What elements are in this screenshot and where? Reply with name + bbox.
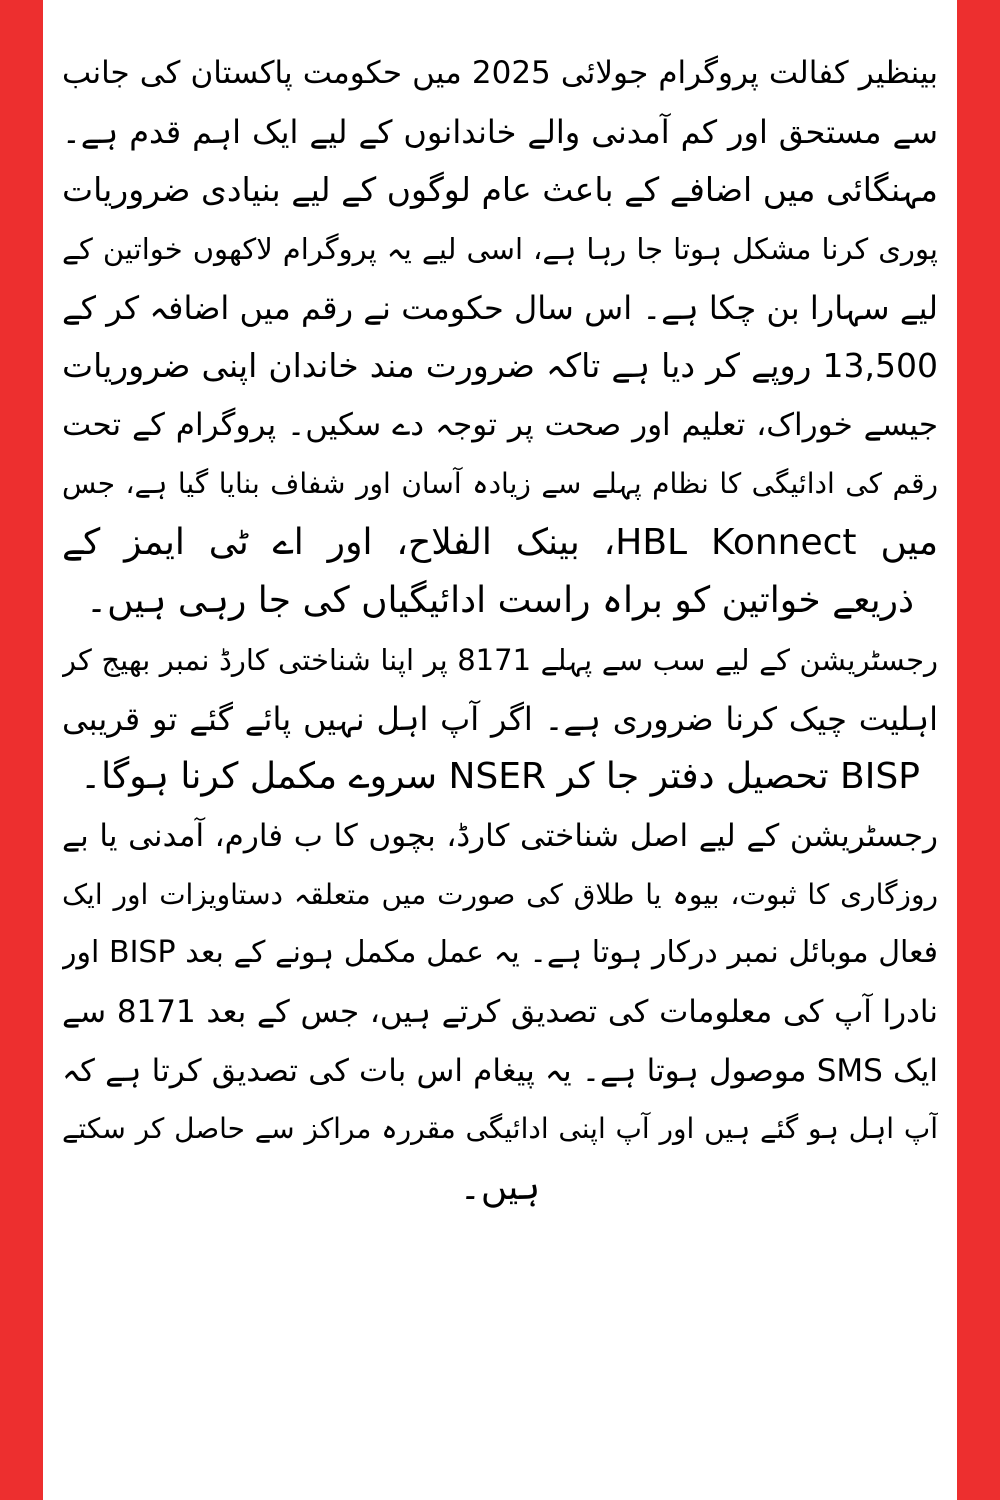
article-line: ہیں۔ <box>459 1167 541 1209</box>
left-red-border <box>0 0 43 1500</box>
article-line: جیسے خوراک، تعلیم اور صحت پر توجہ دے سکیں۔ پروگرام کے تحت <box>62 407 938 444</box>
article-line: BISP تحصیل دفتر جا کر NSER سروے مکمل کرنا ہوگا۔ <box>80 756 920 798</box>
article-line: نادرا آپ کی معلومات کی تصدیق کرتے ہیں، جس کے بعد 8171 سے <box>62 994 938 1030</box>
article-line: میں HBL Konnect، بینک الفلاح، اور اے ٹی ایمز کے <box>62 521 938 563</box>
article-line: ذریعے خواتین کو براہ راست ادائیگیاں کی جا رہی ہیں۔ <box>85 580 915 622</box>
article-line: آپ اہل ہو گئے ہیں اور آپ اپنی ادائیگی مقررہ مراکز سے حاصل کر سکتے <box>62 1112 938 1146</box>
article-line: روزگاری کا ثبوت، بیوہ یا طلاق کی صورت میں متعلقہ دستاویزات اور ایک <box>62 877 938 911</box>
article-body <box>62 44 938 1218</box>
article-line: فعال موبائل نمبر درکار ہوتا ہے۔ یہ عمل مکمل ہونے کے بعد BISP اور <box>62 935 938 971</box>
article-line: ایک SMS موصول ہوتا ہے۔ یہ پیغام اس بات کی تصدیق کرتا ہے کہ <box>62 1052 938 1089</box>
article-line: مہنگائی میں اضافے کے باعث عام لوگوں کے لیے بنیادی ضروریات <box>62 170 938 210</box>
article-line: 13,500 روپے کر دیا ہے تاکہ ضرورت مند خاندان اپنی ضروریات <box>62 346 938 386</box>
article-line: رجسٹریشن کے لیے اصل شناختی کارڈ، بچوں کا ب فارم، آمدنی یا بے <box>62 817 938 854</box>
article-line: رقم کی ادائیگی کا نظام پہلے سے زیادہ آسان اور شفاف بنایا گیا ہے، جس <box>62 466 938 500</box>
article-line: اہلیت چیک کرنا ضروری ہے۔ اگر آپ اہل نہیں پائے گئے تو قریبی <box>62 699 938 738</box>
right-red-border <box>957 0 1000 1500</box>
article-line: سے مستحق اور کم آمدنی والے خاندانوں کے لیے ایک اہم قدم ہے۔ <box>62 112 938 151</box>
article-line: رجسٹریشن کے لیے سب سے پہلے 8171 پر اپنا شناختی کارڈ نمبر بھیج کر <box>62 642 938 677</box>
article-line: پوری کرنا مشکل ہوتا جا رہا ہے، اسی لیے یہ پروگرام لاکھوں خواتین کے <box>62 232 938 267</box>
article-line: لیے سہارا بن چکا ہے۔ اس سال حکومت نے رقم میں اضافہ کر کے <box>62 288 938 327</box>
article-line: بینظیر کفالت پروگرام جولائی 2025 میں حکومت پاکستان کی جانب <box>62 55 938 91</box>
